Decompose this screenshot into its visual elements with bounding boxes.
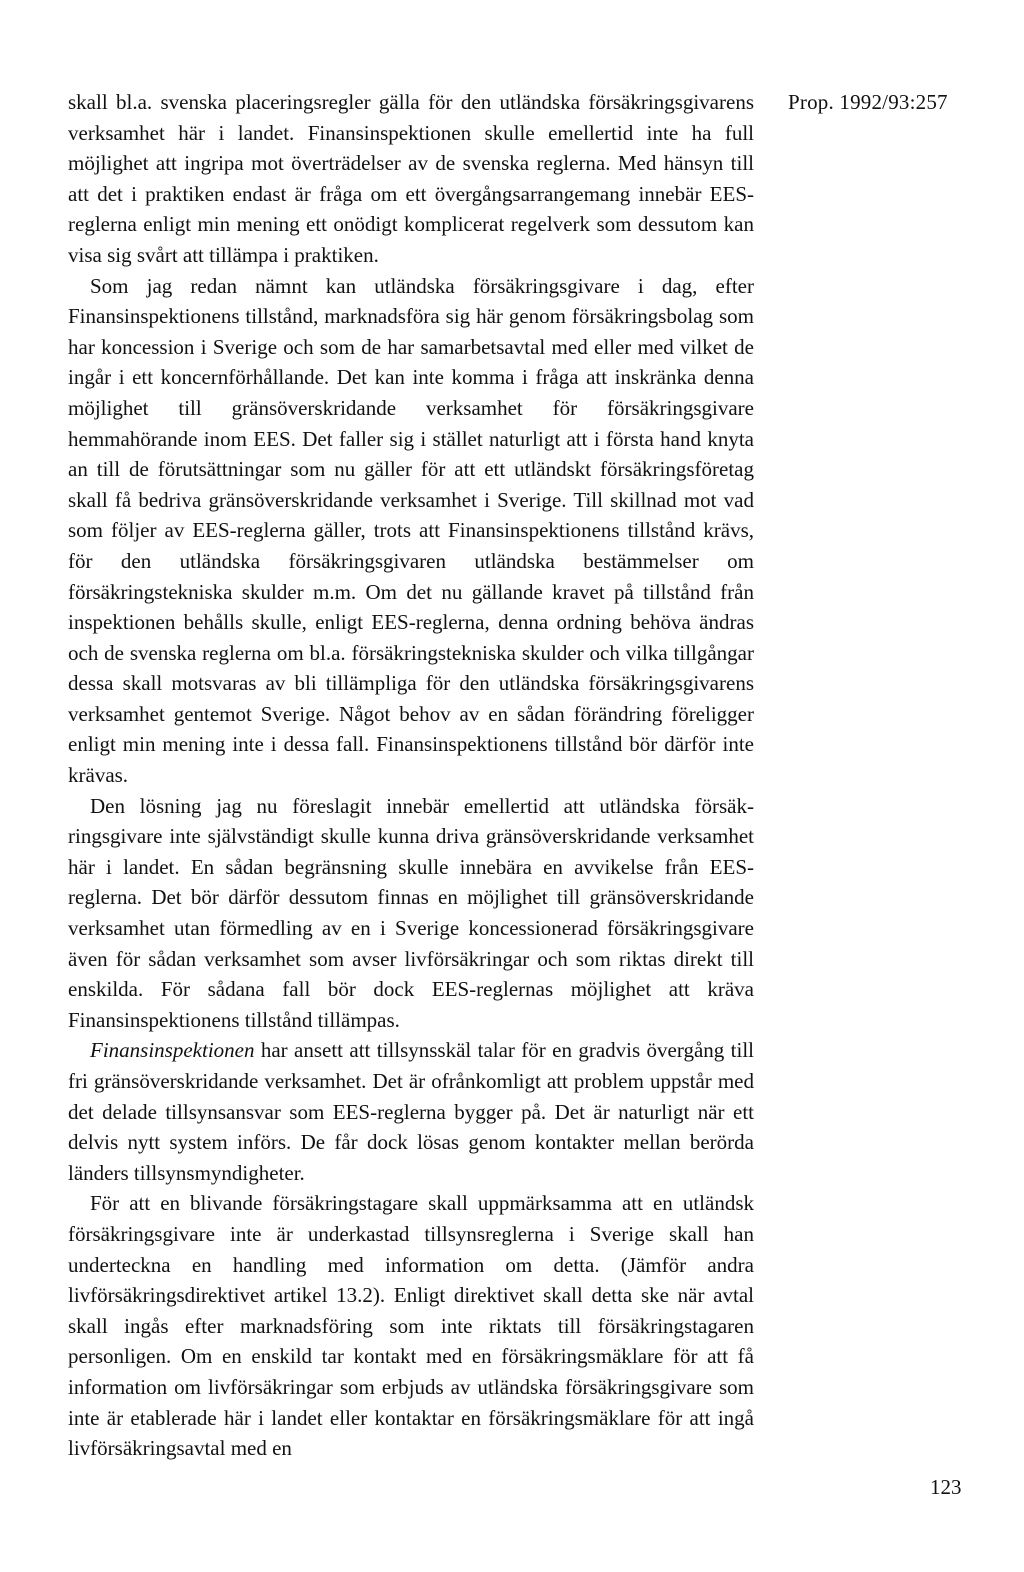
paragraph-finansinspektionen [68,1035,754,1188]
paragraph-foreign-insurers: Som jag redan nämnt kan utländska försäkringsgivare i dag, efter Finansinspektionens tillstånd, marknadsföra sig här genom försäkringsbolag som har koncession i Sverige och som de har samarbetsavtal med eller med vilket de ingår i ett koncernförhållande. Det kan inte komma i fråga att inskränka denna möjlighet till gränsöverskridande verksamhet för försäkringsgivare hemmahörande inom EES. Det faller sig i stället naturligt att i första hand knyta an till de förutsättningar som nu gäller för att ett utländskt försäkringsföretag skall få bedriva gränsöverskridande verksamhet i Sverige. Till skillnad mot vad som följer av EES-reglerna gäller, trots att Finansinspektionens tillstånd krävs, för den utländska försäkringsgivaren utländska bestämmelser om försäkringstekniska skulder m.m. Om det nu gällande kravet på tillstånd från inspektionen behålls skulle, enligt EES-reglerna, denna ordning behöva ändras och de svenska reglerna om bl.a. försäkringstekniska skulder och vilka tillgångar dessa skall motsvaras av bli tillämpliga för den utländska försäkringsgivarens verksamhet gentemot Sverige. Något behov av en sådan förändring föreligger enligt min mening inte i dessa fall. Finansinspektionens tillstånd bör därför inte krävas. [68,273,754,788]
paragraph-policyholder-notice: För att en blivande försäkringstagare skall uppmärksamma att en utländsk försäkringsgivare inte är underkastad tillsynsreglerna i Sverige skall han underteckna en handling med information om detta. (Jämför andra livförsäkringsdirektivet artikel 13.2). Enligt direktivet skall detta ske när avtal skall ingås efter marknadsföring som inte riktats till försäkringstagaren personligen. Om en enskild tar kontakt med en försäkringsmäklare för att få information om livförsäkringar som erbjuds av utländska försäkringsgivare som inte är etablerade här i landet eller kontaktar en försäkringsmäklare för att ingå livförsäkringsavtal med en [68,1191,754,1461]
paragraph-proposed-solution: Den lösning jag nu föreslagit innebär emellertid att utländska försäkringsgivare inte självständigt skulle kunna driva gränsöverskridande verksamhet här i landet. En sådan begränsning skulle innebära en avvikelse från EES-reglerna. Det bör därför dessutom finnas en möjlighet till gränsöverskridande verksamhet utan förmedling av en i Sverige koncessionerad försäkringsgivare även för sådan verksamhet som avser livförsäkringar och som riktas direkt till enskilda. För sådana fall bör dock EES-reglernas möjlighet att kräva Finansinspektionens tillstånd tillämpas. [68,793,754,1032]
proposition-reference: Prop. 1992/93:257 [788,90,948,114]
paragraph-finansinspektionen-text: har ansett att tillsynsskäl talar för en gradvis övergång till fri gränsöverskridande verksamhet. Det är ofrånkomligt att problem uppstår med det delade tillsynsansvar som EES-reglerna bygger på. Det är naturligt när ett delvis nytt system införs. De får dock lösas genom kontakter mellan berörda länders tillsynsmyndigheter. [68,1038,754,1185]
page-number: 123 [930,1475,962,1499]
body-text-column [68,87,754,1464]
paragraph-continuation: skall bl.a. svenska placeringsregler gälla för den utländska försäkringsgivarens verksamhet här i landet. Finansinspektionen skulle emellertid inte ha full möjlighet att ingripa mot överträdelser av de svenska reglerna. Med hänsyn till att det i praktiken endast är fråga om ett övergångsarrangemang innebär EES-reglerna enligt min mening ett onödigt komplicerat regelverk som dessutom kan visa sig svårt att tillämpa i praktiken. [68,90,754,267]
italic-lead-term: Finansinspektionen [90,1038,255,1063]
